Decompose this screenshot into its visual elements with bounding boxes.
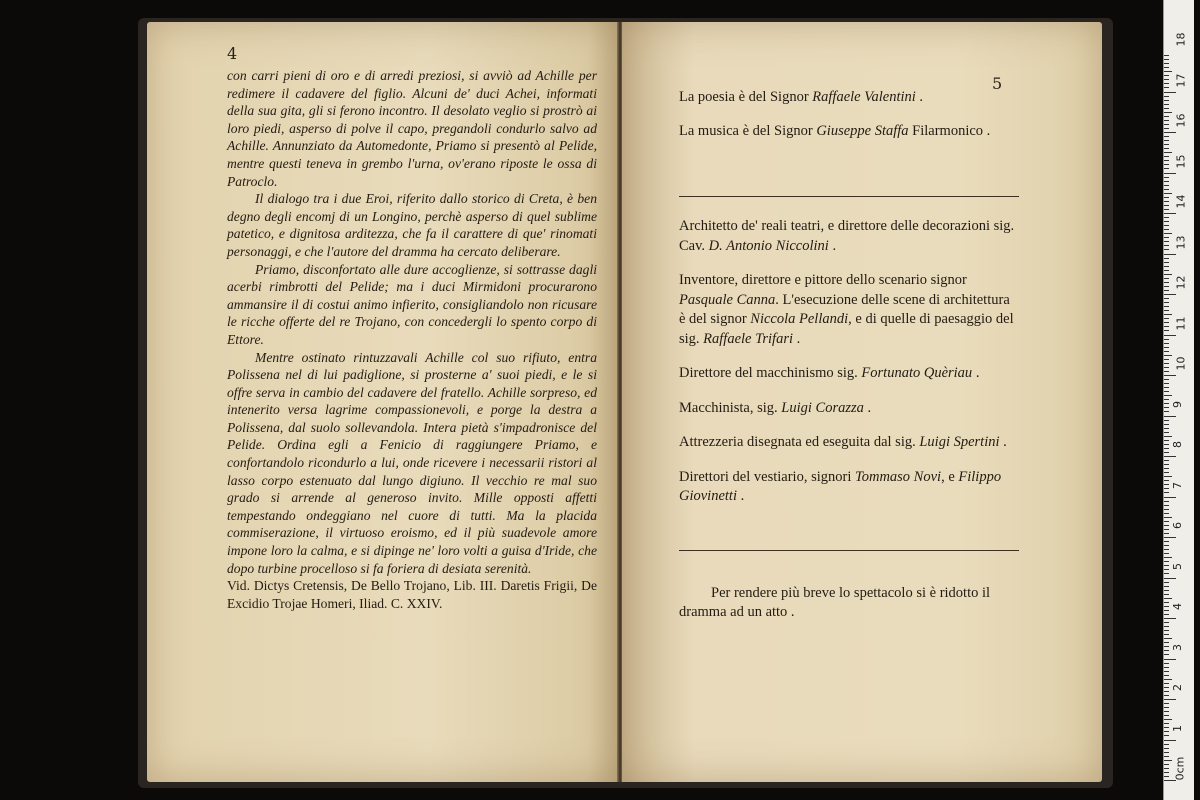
ruler-tick (1164, 513, 1169, 514)
ruler-tick (1164, 92, 1176, 93)
ruler-tick (1164, 452, 1169, 453)
ruler-tick (1164, 578, 1176, 579)
ruler-tick (1164, 760, 1172, 761)
ruler-tick (1164, 55, 1169, 56)
ruler-tick (1164, 225, 1169, 226)
ruler-tick (1164, 594, 1169, 595)
ruler-tick (1164, 367, 1169, 368)
ruler-tick (1164, 197, 1169, 198)
architect-credit: Architetto de' reali teatri, e direttore delle decorazioni sig. Cav. D. Antonio Niccolini . (679, 218, 1015, 254)
ruler-tick (1164, 715, 1169, 716)
abridgement-note: Per rendere più breve lo spettacolo si è ridotto il dramma ad un atto . (679, 584, 991, 620)
ruler-label: 0cm (1173, 756, 1187, 781)
left-page-number: 4 (227, 44, 238, 63)
ruler-label: 2 (1171, 684, 1184, 691)
ruler-tick (1164, 740, 1176, 741)
ruler-tick (1164, 626, 1169, 627)
ruler-tick (1164, 152, 1172, 153)
left-page (147, 22, 617, 782)
ruler-tick (1164, 148, 1169, 149)
music-credit (679, 122, 1019, 142)
left-paragraph-2: Il dialogo tra i due Eroi, riferito dallo storico di Creta, è ben degno degli encomj di un Longino, perchè asperso di quel sublime patetico, e dignitosa arditezza, che fa il carattere di que' rinomati personaggi, e che l'autore del dramma ha cercato deliberare. (227, 191, 597, 259)
ruler-tick (1164, 100, 1169, 101)
ruler-tick (1164, 339, 1169, 340)
ruler-tick (1164, 671, 1169, 672)
ruler-tick (1164, 173, 1176, 174)
ruler-tick (1164, 602, 1169, 603)
ruler-tick (1164, 290, 1169, 291)
ruler-tick (1164, 383, 1169, 384)
machinist-credit: Macchinista, sig. Luigi Corazza . (679, 399, 872, 416)
ruler-tick (1164, 622, 1169, 623)
ruler-tick (1164, 71, 1172, 72)
ruler-tick (1164, 630, 1169, 631)
scenery-credit: Inventore, direttore e pittore dello scenario signor Pasquale Canna. L'esecuzione delle scene di architettura è del signor Niccola Pellandi, e di quelle di paesaggio del sig. Raffaele Trifari . (679, 272, 1014, 347)
ruler-tick (1164, 407, 1169, 408)
ruler-tick (1164, 335, 1176, 336)
ruler-tick (1164, 545, 1169, 546)
left-page-body (227, 67, 597, 612)
ruler-tick (1164, 144, 1169, 145)
right-page (622, 22, 1102, 782)
ruler-tick (1164, 140, 1169, 141)
ruler-label: 14 (1174, 194, 1188, 209)
authors-block (679, 88, 1019, 155)
ruler-tick (1164, 756, 1169, 757)
ruler-tick (1164, 282, 1169, 283)
ruler-tick (1164, 189, 1169, 190)
ruler-tick (1164, 707, 1169, 708)
ruler-tick (1164, 168, 1169, 169)
ruler-tick (1164, 286, 1169, 287)
ruler-tick (1164, 391, 1169, 392)
ruler-tick (1164, 553, 1169, 554)
ruler-tick (1164, 241, 1169, 242)
ruler-tick (1164, 505, 1169, 506)
ruler-tick (1164, 164, 1169, 165)
ruler-tick (1164, 691, 1169, 692)
ruler-tick (1164, 79, 1169, 80)
ruler-tick (1164, 424, 1169, 425)
machinery-prefix: Direttore del macchinismo sig. (679, 365, 858, 381)
ruler-tick (1164, 679, 1172, 680)
ruler-tick (1164, 217, 1169, 218)
ruler-tick (1164, 488, 1169, 489)
machinist-prefix: Macchinista, sig. (679, 399, 778, 416)
ruler-tick (1164, 472, 1169, 473)
ruler-tick (1164, 699, 1176, 700)
ruler-tick (1164, 561, 1169, 562)
ruler-tick (1164, 460, 1169, 461)
ruler-tick (1164, 663, 1169, 664)
ruler-tick (1164, 703, 1169, 704)
ruler-tick (1164, 181, 1169, 182)
ruler-label: 6 (1171, 522, 1184, 529)
ruler-tick (1164, 420, 1169, 421)
ruler-tick (1164, 484, 1169, 485)
scenery-mid: . L'esecuzione delle scene di architettura è del signor (679, 291, 1010, 327)
ruler-tick (1164, 541, 1169, 542)
ruler-label: 10 (1174, 356, 1188, 371)
left-paragraph-4: Mentre ostinato rintuzzavali Achille col suo rifiuto, entra Polissena nel di lui padiglione, si prosterne a' suoi piedi, e le si offre serva in cambio del cadavere del fratello. Achille sorpreso, ed intenerito versa lagrime compassionevoli, e porge la destra a Polissena, dal suolo sollevandola. Intera pietà s'impadronisce del Pelide. Ordina egli a Fenicio di raggiungere Priamo, e confortandolo ricondurlo a lui, onde ricevere i necessarii ristori al lasso corpo estenuato dal lungo digiuno. Il vecchio re mal suo grado si arrende al generoso invito. Mille opposti affetti tempestando ondeggiano nel cuore di tutti. Ma la placida commiserazione, il virtuoso eroismo, ed il più suadevole amore impone loro la calma, e si dipinge ne' loro volti a guisa d'Iride, che dopo turbine procelloso si fa foriera di desiata serenità. (227, 349, 597, 576)
ruler-tick (1164, 582, 1169, 583)
ruler-tick (1164, 193, 1172, 194)
scenery-prefix: Inventore, direttore e pittore dello scenario signor (679, 272, 967, 288)
poetry-credit: La poesia è del Signor Raffaele Valentini . (679, 89, 924, 105)
ruler-tick (1164, 156, 1169, 157)
ruler-label: 13 (1174, 235, 1188, 249)
ruler-tick (1164, 124, 1169, 125)
ruler-tick (1164, 213, 1176, 214)
ruler-tick (1164, 436, 1172, 437)
ruler-tick (1164, 221, 1169, 222)
ruler-tick (1164, 298, 1169, 299)
ruler-tick (1164, 63, 1169, 64)
ruler-tick (1164, 262, 1169, 263)
ruler-tick (1164, 517, 1172, 518)
scenery-name-2: Niccola Pellandi (750, 311, 849, 327)
ruler-tick (1164, 254, 1176, 255)
costume-name: Tommaso Novi (854, 468, 942, 485)
ruler-tick (1164, 748, 1169, 749)
machinist-name: Luigi Corazza (781, 399, 864, 416)
ruler-tick (1164, 326, 1169, 327)
costume-mid: , e (941, 468, 955, 485)
ruler-tick (1164, 258, 1169, 259)
right-page-number: 5 (992, 74, 1003, 93)
ruler-label: 15 (1174, 154, 1188, 168)
ruler-tick (1164, 379, 1169, 380)
props-name: Luigi Spertini (919, 434, 1000, 450)
ruler-label: 5 (1171, 562, 1184, 570)
ruler-label: 18 (1174, 32, 1188, 47)
crew-block (679, 217, 1019, 522)
ruler-tick (1164, 723, 1169, 724)
ruler-tick (1164, 363, 1169, 364)
ruler-tick (1164, 444, 1169, 445)
ruler-tick (1164, 185, 1169, 186)
ruler-label: 16 (1174, 113, 1188, 128)
ruler-tick (1164, 132, 1176, 133)
ruler-tick (1164, 371, 1169, 372)
ruler-tick (1164, 565, 1169, 566)
ruler-tick (1164, 557, 1172, 558)
ruler-tick (1164, 343, 1169, 344)
ruler-tick (1164, 711, 1169, 712)
machinery-credit: Direttore del macchinismo sig. Fortunato Quèriau . (679, 365, 980, 381)
ruler-tick (1164, 569, 1169, 570)
ruler-tick (1164, 67, 1169, 68)
ruler-tick (1164, 160, 1169, 161)
costume-name-2: Filippo Giovinetti (679, 468, 1002, 504)
ruler-tick (1164, 116, 1169, 117)
ruler-tick (1164, 497, 1176, 498)
ruler-label: 11 (1174, 316, 1188, 330)
ruler-tick (1164, 322, 1169, 323)
ruler-tick (1164, 201, 1169, 202)
ruler-tick (1164, 359, 1169, 360)
ruler-tick (1164, 727, 1169, 728)
ruler-tick (1164, 351, 1169, 352)
ruler-tick (1164, 646, 1169, 647)
ruler-tick (1164, 448, 1169, 449)
ruler-tick (1164, 659, 1176, 660)
ruler-tick (1164, 59, 1169, 60)
ruler-tick (1164, 772, 1169, 773)
ruler-tick (1164, 428, 1169, 429)
ruler-tick (1164, 233, 1172, 234)
ruler-tick (1164, 468, 1169, 469)
ruler-tick (1164, 403, 1169, 404)
ruler-tick (1164, 278, 1169, 279)
ruler-tick (1164, 302, 1169, 303)
ruler-tick (1164, 96, 1169, 97)
ruler-tick (1164, 719, 1172, 720)
ruler-tick (1164, 416, 1176, 417)
ruler-tick (1164, 525, 1169, 526)
ruler-tick (1164, 395, 1172, 396)
ruler-label: 12 (1174, 275, 1188, 290)
ruler-tick (1164, 590, 1169, 591)
ruler-tick (1164, 752, 1169, 753)
ruler-tick (1164, 399, 1169, 400)
ruler-label: 7 (1171, 481, 1184, 489)
ruler-tick (1164, 675, 1169, 676)
ruler-tick (1164, 654, 1169, 655)
music-prefix: La musica è del Signor (679, 122, 813, 139)
ruler-tick (1164, 618, 1176, 619)
ruler-tick (1164, 731, 1169, 732)
ruler-tick (1164, 266, 1169, 267)
measurement-ruler (1163, 0, 1194, 800)
left-citation: Vid. Dictys Cretensis, De Bello Trojano, Lib. III. Daretis Frigii, De Excidio Trojae Homeri, Iliad. C. XXIV. (227, 578, 597, 611)
ruler-tick (1164, 294, 1176, 295)
ruler-tick (1164, 667, 1169, 668)
props-prefix: Attrezzeria disegnata ed eseguita dal sig. (679, 434, 916, 450)
ruler-tick (1164, 650, 1169, 651)
left-paragraph-3: Priamo, disconfortato alle dure accoglienze, si sottrasse dagli acerbi rimbrotti del Pelide; ma i duci Mirmidoni procurarono ammansire il di costui animo infierito, consigliandolo non ricusare le ricche offerte del re Trojano, con concedergli lo spento corpo di Ettore. (227, 261, 597, 347)
divider-bottom (679, 550, 1019, 551)
ruler-tick (1164, 347, 1169, 348)
ruler-tick (1164, 537, 1176, 538)
ruler-tick (1164, 112, 1172, 113)
ruler-tick (1164, 549, 1169, 550)
ruler-tick (1164, 529, 1169, 530)
ruler-tick (1164, 270, 1169, 271)
left-paragraph-1: con carri pieni di oro e di arredi preziosi, si avviò ad Achille per redimere il cadavere del figlio. Alcuni de' duci Achei, informati della sua gita, gli si ferono incontro. Il desolato veglio si prostrò ai loro piedi, asperso di polve il capo, pregandoli condurlo salvo ad Achille. Annunziato da Automedonte, Priamo si presentò al Pelide, mentre questi teneva in grembo l'urna, ov'erano riposte le ossa di Patroclo. (227, 68, 597, 189)
scenery-mid-2: , e di quelle di paesaggio del sig. (679, 311, 1014, 347)
ruler-tick (1164, 355, 1172, 356)
poetry-prefix: La poesia è del Signor (679, 89, 809, 105)
ruler-label: 8 (1171, 441, 1184, 448)
ruler-tick (1164, 375, 1176, 376)
ruler-tick (1164, 432, 1169, 433)
ruler-tick (1164, 533, 1169, 534)
ruler-tick (1164, 209, 1169, 210)
ruler-tick (1164, 638, 1172, 639)
ruler-tick (1164, 120, 1169, 121)
ruler-tick (1164, 440, 1169, 441)
ruler-tick (1164, 245, 1169, 246)
ruler-tick (1164, 687, 1169, 688)
ruler-tick (1164, 606, 1169, 607)
ruler-tick (1164, 104, 1169, 105)
ruler-tick (1164, 108, 1169, 109)
ruler-label: 3 (1171, 643, 1184, 651)
ruler-tick (1164, 598, 1172, 599)
machinery-name: Fortunato Quèriau (861, 365, 973, 381)
props-credit: Attrezzeria disegnata ed eseguita dal sig. Luigi Spertini . (679, 434, 1007, 450)
ruler-tick (1164, 509, 1169, 510)
ruler-tick (1164, 744, 1169, 745)
music-suffix: Filarmonico . (912, 122, 991, 139)
ruler-tick (1164, 586, 1169, 587)
ruler-tick (1164, 318, 1169, 319)
architect-name: D. Antonio Niccolini (708, 237, 829, 254)
ruler-tick (1164, 205, 1169, 206)
costume-prefix: Direttori del vestiario, signori (679, 468, 852, 485)
ruler-tick (1164, 776, 1169, 777)
ruler-label: 4 (1171, 603, 1184, 610)
ruler-label: 9 (1171, 400, 1184, 408)
ruler-tick (1164, 480, 1169, 481)
ruler-tick (1164, 229, 1169, 230)
scenery-name-3: Raffaele Trifari (703, 330, 793, 347)
ruler-tick (1164, 136, 1169, 137)
ruler-tick (1164, 768, 1169, 769)
ruler-tick (1164, 492, 1169, 493)
costume-credit: Direttori del vestiario, signori Tommaso Novi, e Filippo Giovinetti . (679, 468, 1002, 504)
ruler-tick (1164, 573, 1169, 574)
ruler-tick (1164, 330, 1169, 331)
ruler-tick (1164, 476, 1172, 477)
ruler-tick (1164, 695, 1169, 696)
ruler-tick (1164, 314, 1172, 315)
ruler-tick (1164, 83, 1169, 84)
ruler-tick (1164, 87, 1169, 88)
ruler-tick (1164, 464, 1169, 465)
architect-prefix: Architetto de' reali teatri, e direttore delle decorazioni sig. Cav. (679, 218, 1015, 254)
ruler-tick (1164, 683, 1169, 684)
ruler-tick (1164, 521, 1169, 522)
ruler-tick (1164, 249, 1169, 250)
ruler-tick (1164, 614, 1169, 615)
ruler-tick (1164, 735, 1169, 736)
ruler-tick (1164, 387, 1169, 388)
ruler-label: 1 (1171, 724, 1184, 732)
ruler-tick (1164, 237, 1169, 238)
ruler-tick (1164, 764, 1169, 765)
poetry-name: Raffaele Valentini (812, 89, 916, 105)
ruler-tick (1164, 274, 1172, 275)
ruler-tick (1164, 75, 1169, 76)
ruler-tick (1164, 610, 1169, 611)
ruler-tick (1164, 501, 1169, 502)
ruler-label: 17 (1174, 73, 1188, 87)
ruler-tick (1164, 456, 1176, 457)
ruler-tick (1164, 177, 1169, 178)
divider-top (679, 196, 1019, 197)
ruler-tick (1164, 411, 1169, 412)
ruler-tick (1164, 310, 1169, 311)
ruler-tick (1164, 634, 1169, 635)
ruler-tick (1164, 642, 1169, 643)
scenery-name: Pasquale Canna (679, 291, 776, 308)
ruler-tick (1164, 128, 1169, 129)
ruler-tick (1164, 306, 1169, 307)
music-name: Giuseppe Staffa (816, 122, 909, 139)
